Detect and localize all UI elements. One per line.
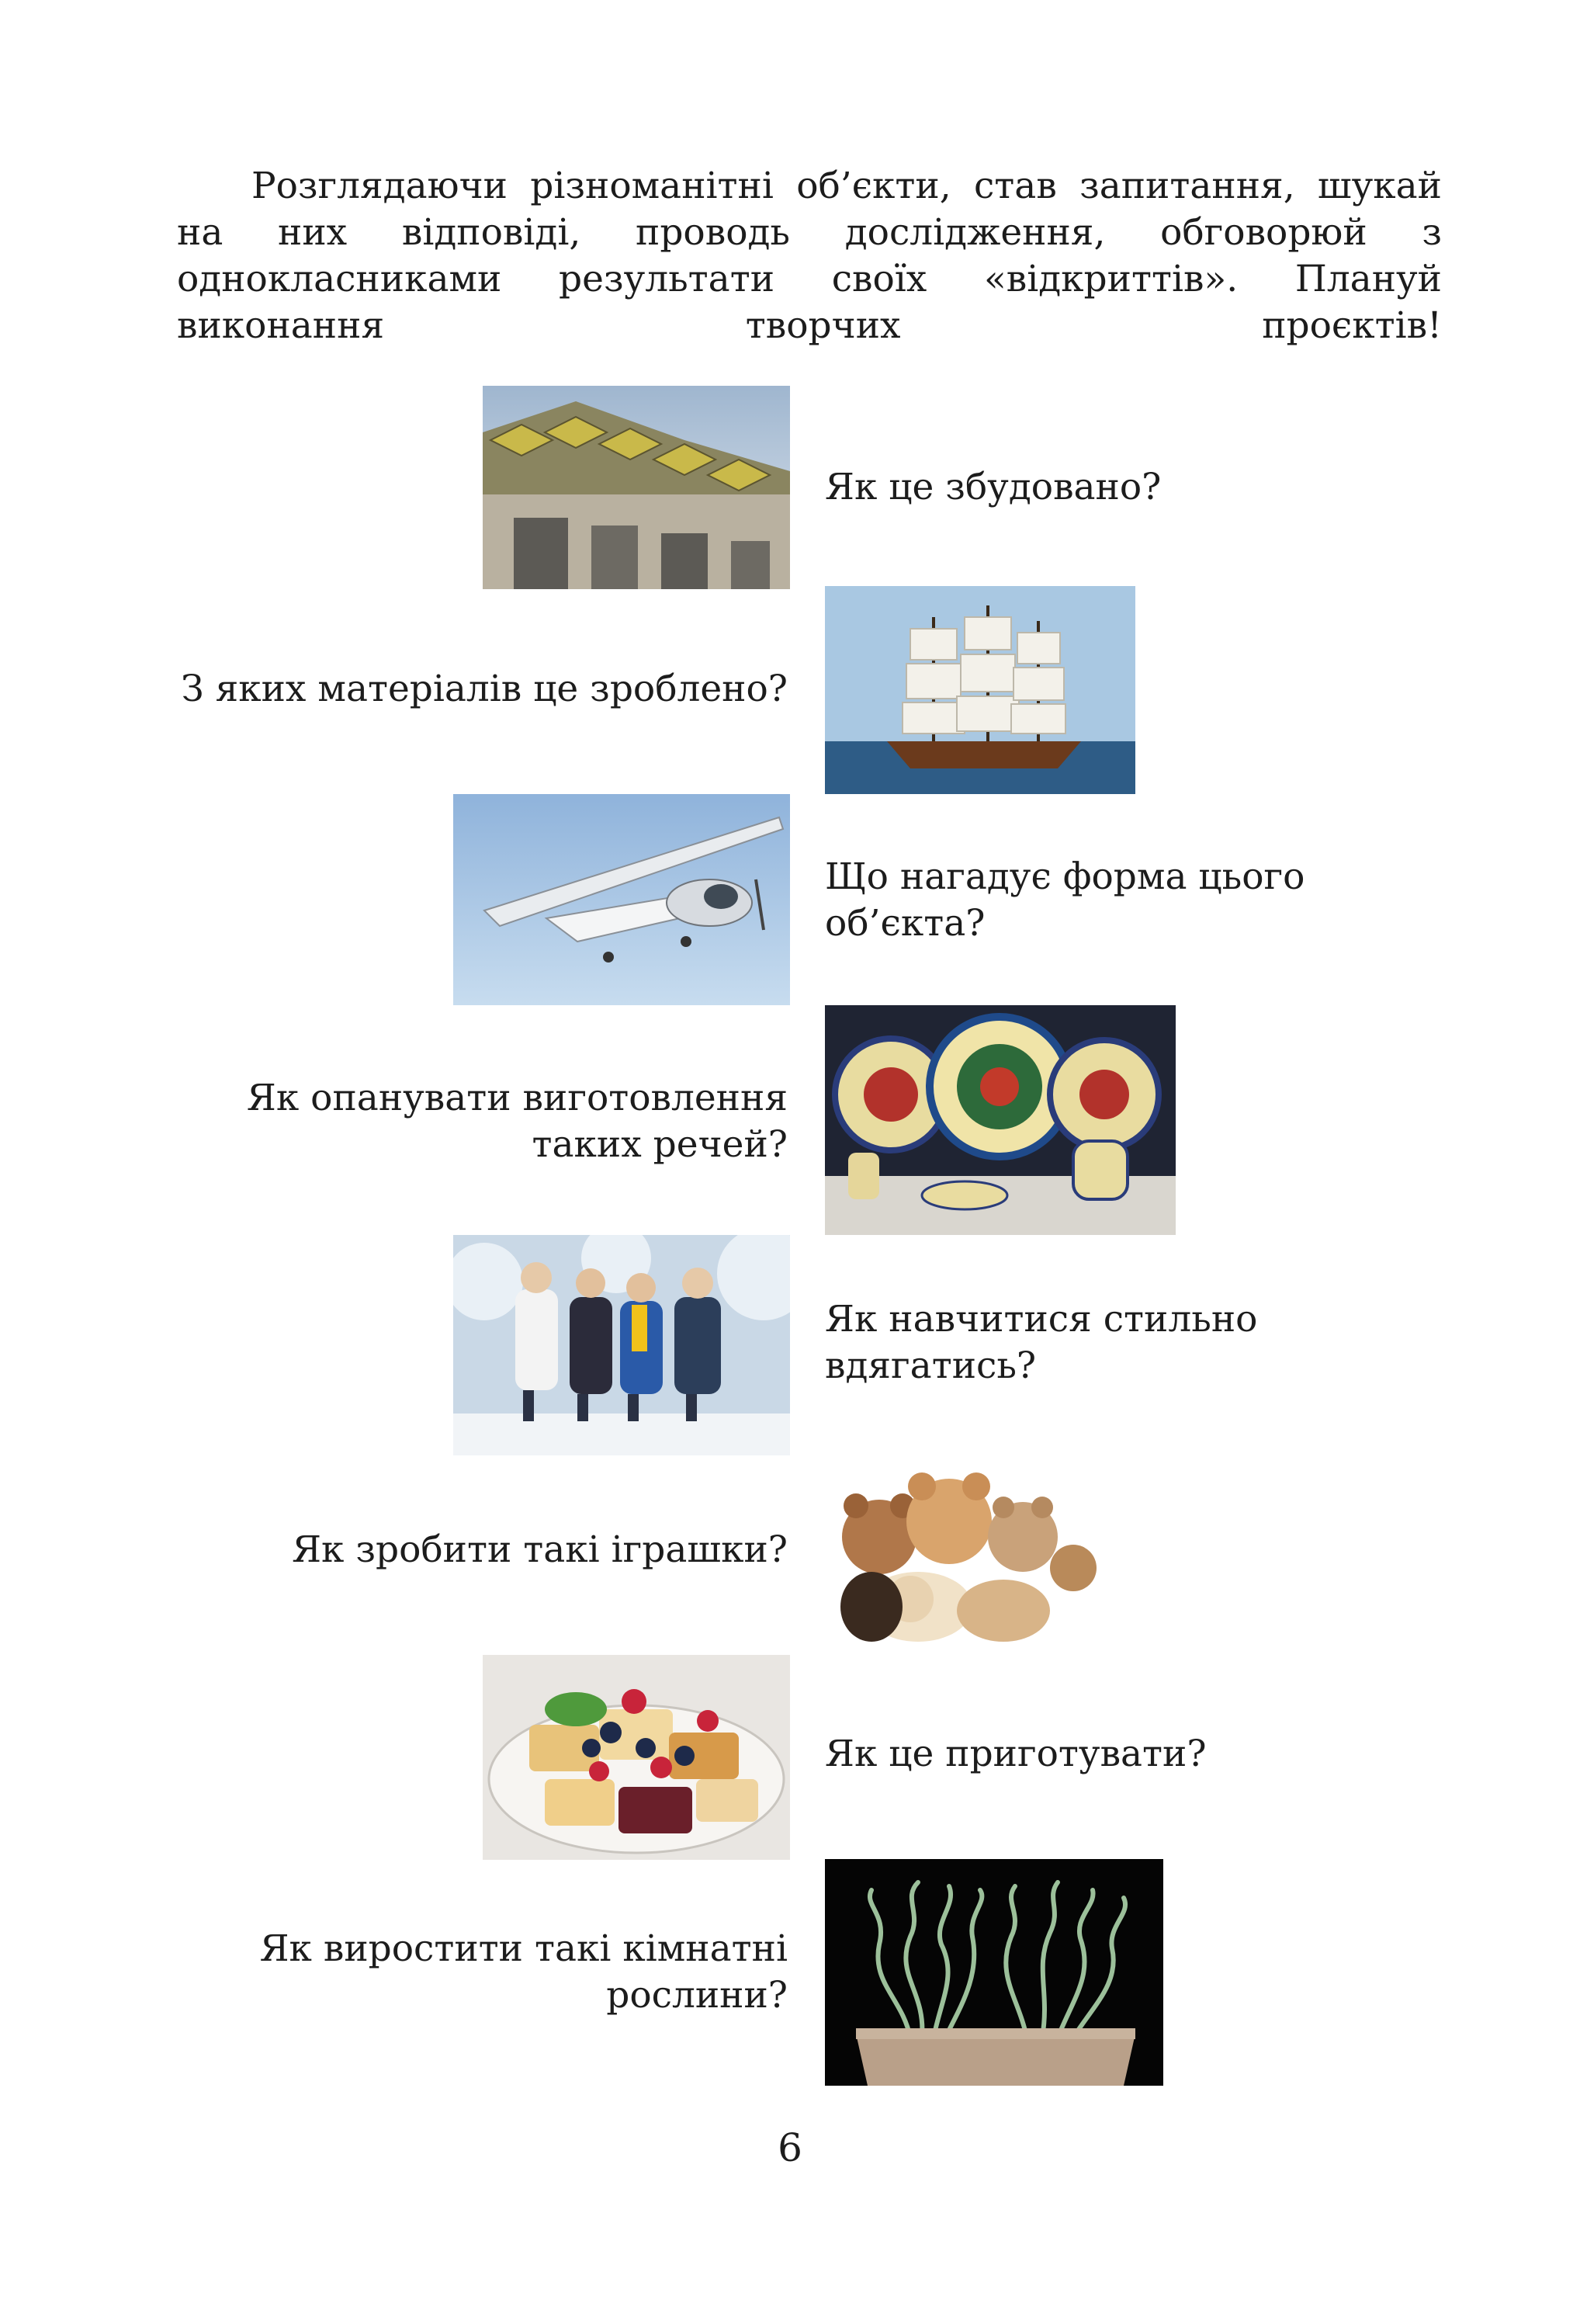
painted-ceramic-plates-photo xyxy=(825,1005,1176,1235)
sailing-ship-photo xyxy=(825,586,1135,794)
spiral-houseplant-photo xyxy=(825,1859,1163,2086)
dessert-plate-photo xyxy=(483,1655,790,1860)
question-6: Як зробити такі іграшки? xyxy=(292,1528,788,1571)
page-number: 6 xyxy=(778,2125,802,2170)
intro-text: Розглядаючи різноманітні об’єкти, став запитання, шукай на них відповіді, проводь дослідження, обговорюй з однокласниками результати своїх «відкриттів». Плануй виконання творчих проєктів! xyxy=(177,165,1442,347)
question-2: З яких матеріалів це зроблено? xyxy=(181,668,788,710)
question-4: Як опанувати виготовлення таких речей? xyxy=(246,1077,788,1166)
question-1: Як це збудовано? xyxy=(825,466,1162,508)
question-3: Що нагадує форма цього об’єкта? xyxy=(825,855,1305,945)
question-8: Як виростити такі кімнатні рослини? xyxy=(259,1927,788,2017)
question-7: Як це приготувати? xyxy=(825,1733,1207,1775)
intro-paragraph xyxy=(177,163,1442,396)
winter-fashion-group-photo xyxy=(453,1235,790,1455)
light-aircraft-photo xyxy=(453,794,790,1005)
teddy-bears-photo xyxy=(825,1452,1101,1655)
question-5: Як навчитися стильно вдягатись? xyxy=(825,1298,1258,1387)
cube-houses-building-photo xyxy=(483,386,790,589)
